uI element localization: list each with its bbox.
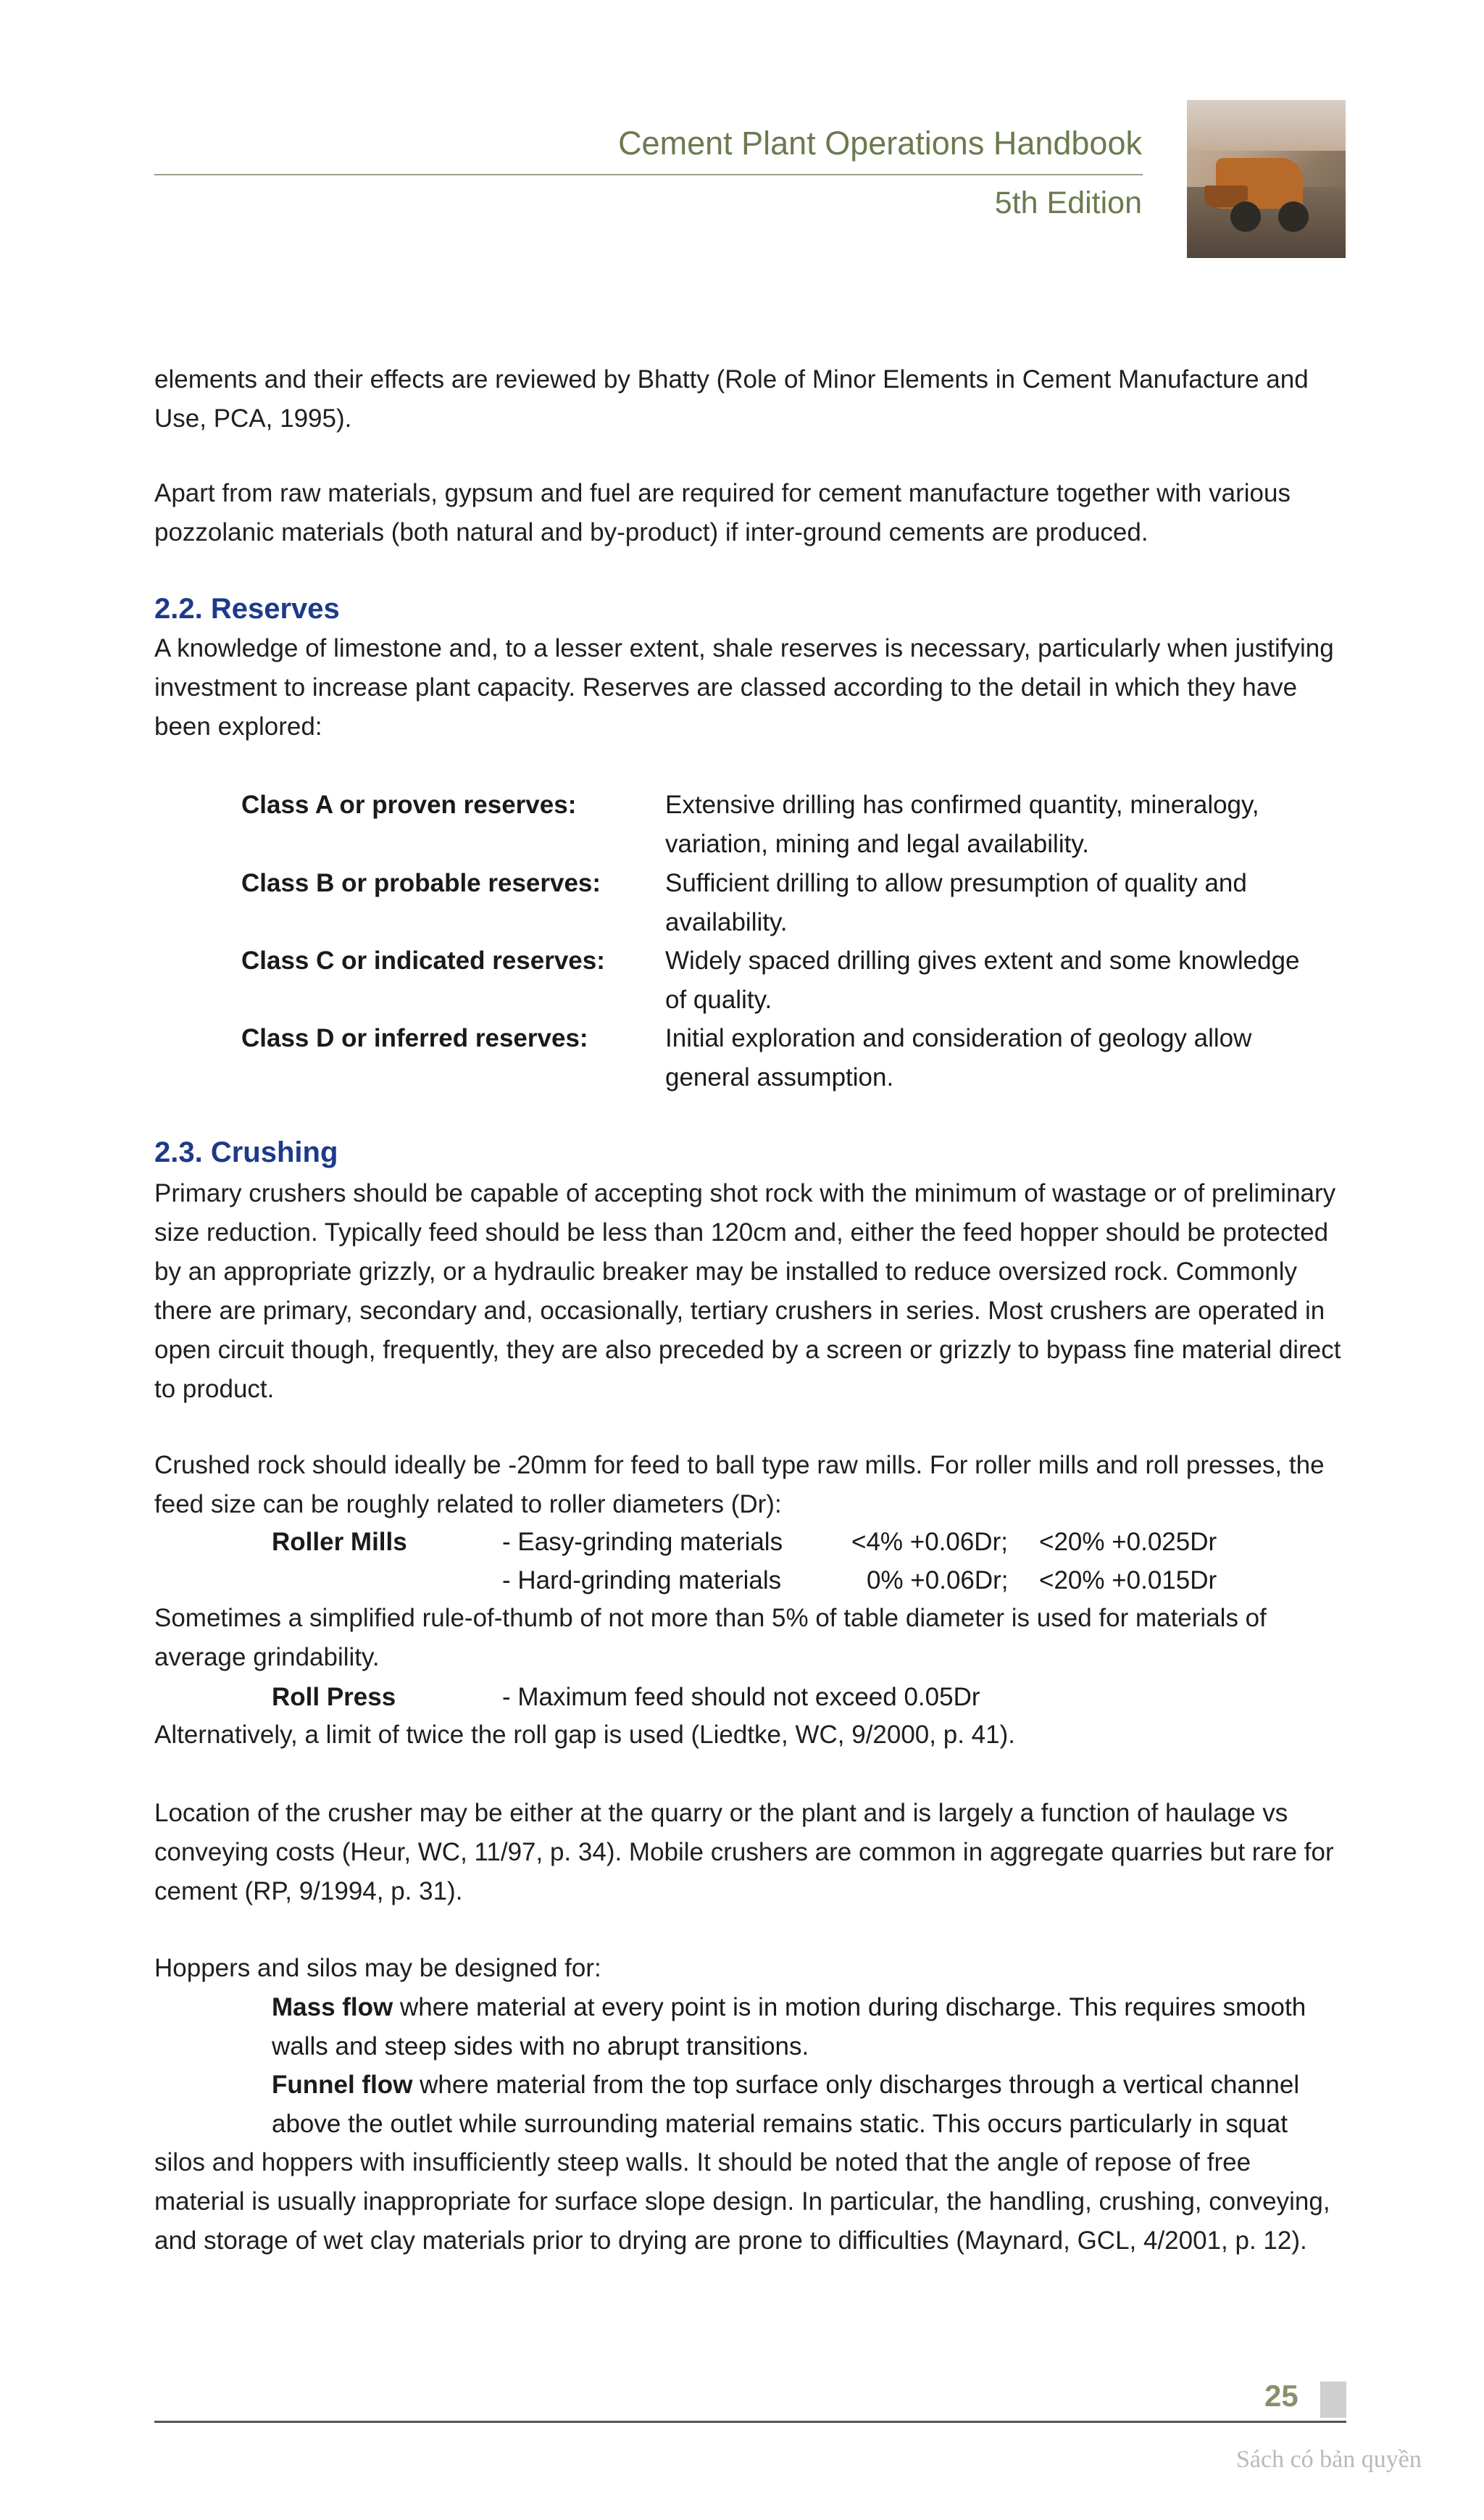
crushing-paragraph: Location of the crusher may be either at the quarry or the plant and is largely a function of haulage vs conveying costs (Heur, WC, 11/97, p. 34). Mobile crushers are common in aggregate quarries but rare for cement (RP, 9/1994, p. 31).	[154, 1799, 1334, 1905]
crushing-paragraph: Primary crushers should be capable of accepting shot rock with the minimum of wastage or of preliminary size reduction. Typically feed should be less than 120cm and, either the feed hopper should be protected by an appropriate grizzly, or a hydraulic breaker may be installed to reduce oversized rock. Commonly there are primary, secondary and, occasionally, tertiary crushers in series. Most crushers are operated in open circuit though, frequently, they are also preceded by a screen or grizzly to bypass fine material direct to product.	[154, 1179, 1341, 1403]
funnel-flow-term: Funnel flow	[272, 2071, 413, 2099]
roller-mills-item: - Hard-grinding materials	[502, 1566, 782, 1594]
reserve-class-description: Widely spaced drilling gives extent and some knowledge of quality.	[665, 947, 1300, 1014]
roller-mills-item: - Easy-grinding materials	[502, 1528, 783, 1556]
copyright-watermark: Sách có bản quyền	[1236, 2446, 1422, 2473]
reserve-class-description: Sufficient drilling to allow presumption of quality and availability.	[665, 869, 1247, 936]
reserve-class-label: Class B or probable reserves:	[241, 869, 601, 897]
header-rule	[154, 174, 1143, 175]
reserve-class-description: Extensive drilling has confirmed quantity, mineralogy, variation, mining and legal availability.	[665, 791, 1259, 858]
reserves-intro: A knowledge of limestone and, to a lesser extent, shale reserves is necessary, particularly when justifying investment to increase plant capacity. Reserves are classed according to the detail in which they have been explored:	[154, 634, 1334, 741]
roller-mills-label: Roller Mills	[272, 1528, 407, 1556]
roll-press-label: Roll Press	[272, 1683, 396, 1711]
roll-press-item: - Maximum feed should not exceed 0.05Dr	[502, 1683, 980, 1711]
paragraph: Apart from raw materials, gypsum and fuel are required for cement manufacture together with various pozzolanic materials (both natural and by-product) if inter-ground cements are produced.	[154, 479, 1291, 546]
mass-flow-text: where material at every point is in motion during discharge. This requires smooth walls and steep sides with no abrupt transitions.	[272, 1993, 1306, 2061]
book-title: Cement Plant Operations Handbook	[618, 125, 1142, 162]
reserve-class-label: Class C or indicated reserves:	[241, 947, 605, 975]
crushing-paragraph: Alternatively, a limit of twice the roll gap is used (Liedtke, WC, 9/2000, p. 41).	[154, 1721, 1015, 1749]
crushing-paragraph: Crushed rock should ideally be -20mm for feed to ball type raw mills. For roller mills and roll presses, the feed size can be roughly related to roller diameters (Dr):	[154, 1451, 1325, 1518]
crushing-paragraph: Sometimes a simplified rule-of-thumb of not more than 5% of table diameter is used for materials of average grindability.	[154, 1604, 1267, 1671]
photo-wheel	[1230, 201, 1261, 232]
footer-rule	[154, 2421, 1346, 2423]
section-heading-reserves: 2.2. Reserves	[154, 593, 340, 625]
funnel-flow-definition	[272, 2066, 1344, 2144]
roller-mills-value: <4% +0.06Dr;	[851, 1528, 1008, 1556]
photo-sky	[1187, 100, 1346, 151]
crushing-paragraph: silos and hoppers with insufficiently steep walls. It should be noted that the angle of repose of free material is usually inappropriate for surface slope design. In particular, the handling, crushing, conveying, and storage of wet clay materials prior to drying are prone to difficulties (Maynard, GCL, 4/2001, p. 12).	[154, 2148, 1330, 2255]
reserve-class-label: Class A or proven reserves:	[241, 791, 577, 819]
mass-flow-term: Mass flow	[272, 1993, 393, 2021]
paragraph: elements and their effects are reviewed by Bhatty (Role of Minor Elements in Cement Manufacture and Use, PCA, 1995).	[154, 365, 1309, 433]
page-number-tab	[1320, 2382, 1346, 2418]
photo-wheel	[1278, 201, 1309, 232]
funnel-flow-text: where material from the top surface only discharges through a vertical channel above the outlet while surrounding material remains static. This occurs particularly in squat	[272, 2071, 1300, 2138]
roller-mills-value: 0% +0.06Dr;	[867, 1566, 1009, 1594]
edition-label: 5th Edition	[994, 186, 1142, 220]
reserve-class-label: Class D or inferred reserves:	[241, 1024, 588, 1052]
mass-flow-definition	[272, 1988, 1344, 2066]
quarry-loader-photo	[1187, 100, 1346, 258]
page-number: 25	[1264, 2379, 1298, 2413]
reserve-class-description: Initial exploration and consideration of geology allow general assumption.	[665, 1024, 1252, 1091]
section-heading-crushing: 2.3. Crushing	[154, 1136, 338, 1168]
crushing-paragraph: Hoppers and silos may be designed for:	[154, 1954, 601, 1982]
roller-mills-value: <20% +0.015Dr	[1039, 1566, 1217, 1594]
roller-mills-value: <20% +0.025Dr	[1039, 1528, 1217, 1556]
